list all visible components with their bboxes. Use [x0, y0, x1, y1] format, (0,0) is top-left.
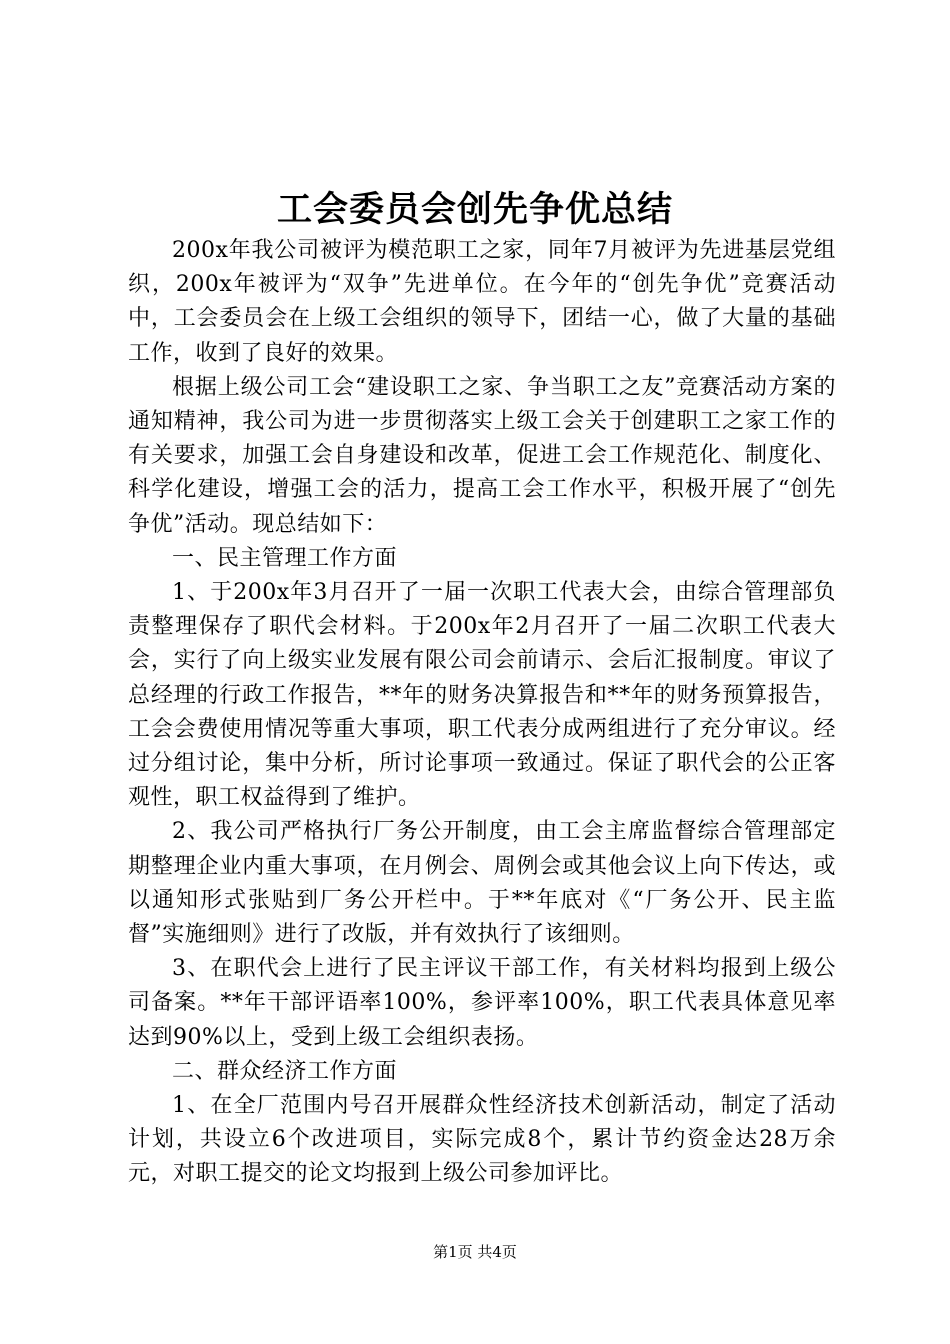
paragraph-item-1: 1、于200x年3月召开了一届一次职工代表大会，由综合管理部负责整理保存了职代会材料。于200x年2月召开了一届二次职工代表大会，实行了向上级实业发展有限公司会前请示、会后汇报制度。审议了总经理的行政工作报告，**年的财务决算报告和**年的财务预算报告，工会会费使用情况等重大事项，职工代表分成两组进行了充分审议。经过分组讨论，集中分析，所讨论事项一致通过。保证了职代会的公正客观性，职工权益得到了维护。	[128, 580, 836, 811]
paragraph-item-2: 2、我公司严格执行厂务公开制度，由工会主席监督综合管理部定期整理企业内重大事项，在月例会、周例会或其他会议上向下传达，或以通知形式张贴到厂务公开栏中。于**年底对《“厂务公开、民主监督”实施细则》进行了改版，并有效执行了该细则。	[128, 819, 836, 948]
paragraph-intro: 200x年我公司被评为模范职工之家，同年7月被评为先进基层党组织，200x年被评为“双争”先进单位。在今年的“创先争优”竞赛活动中，工会委员会在上级工会组织的领导下，团结一心，做了大量的基础工作，收到了良好的效果。	[128, 238, 836, 366]
paragraph-background: 根据上级公司工会“建设职工之家、争当职工之友”竞赛活动方案的通知精神，我公司为进一步贯彻落实上级工会关于创建职工之家工作的有关要求，加强工会自身建设和改革，促进工会工作规范化、制度化、科学化建设，增强工会的活力，提高工会工作水平，积极开展了“创先争优”活动。现总结如下：	[128, 374, 836, 537]
paragraph-item-3: 3、在职代会上进行了民主评议干部工作，有关材料均报到上级公司备案。**年干部评语率100%，参评率100%，职工代表具体意见率达到90%以上，受到上级工会组织表扬。	[128, 956, 836, 1050]
document-body	[128, 234, 836, 1192]
document-title: 工会委员会创先争优总结	[276, 189, 673, 230]
page-number-footer: 第1页 共4页	[433, 1243, 517, 1261]
paragraph-economic-item-1: 1、在全厂范围内号召开展群众性经济技术创新活动，制定了活动计划，共设立6个改进项目，实际完成8个，累计节约资金达28万余元，对职工提交的论文均报到上级公司参加评比。	[128, 1093, 836, 1187]
section-heading-democratic-management: 一、民主管理工作方面	[172, 545, 398, 571]
section-heading-mass-economic-work: 二、群众经济工作方面	[172, 1058, 398, 1084]
